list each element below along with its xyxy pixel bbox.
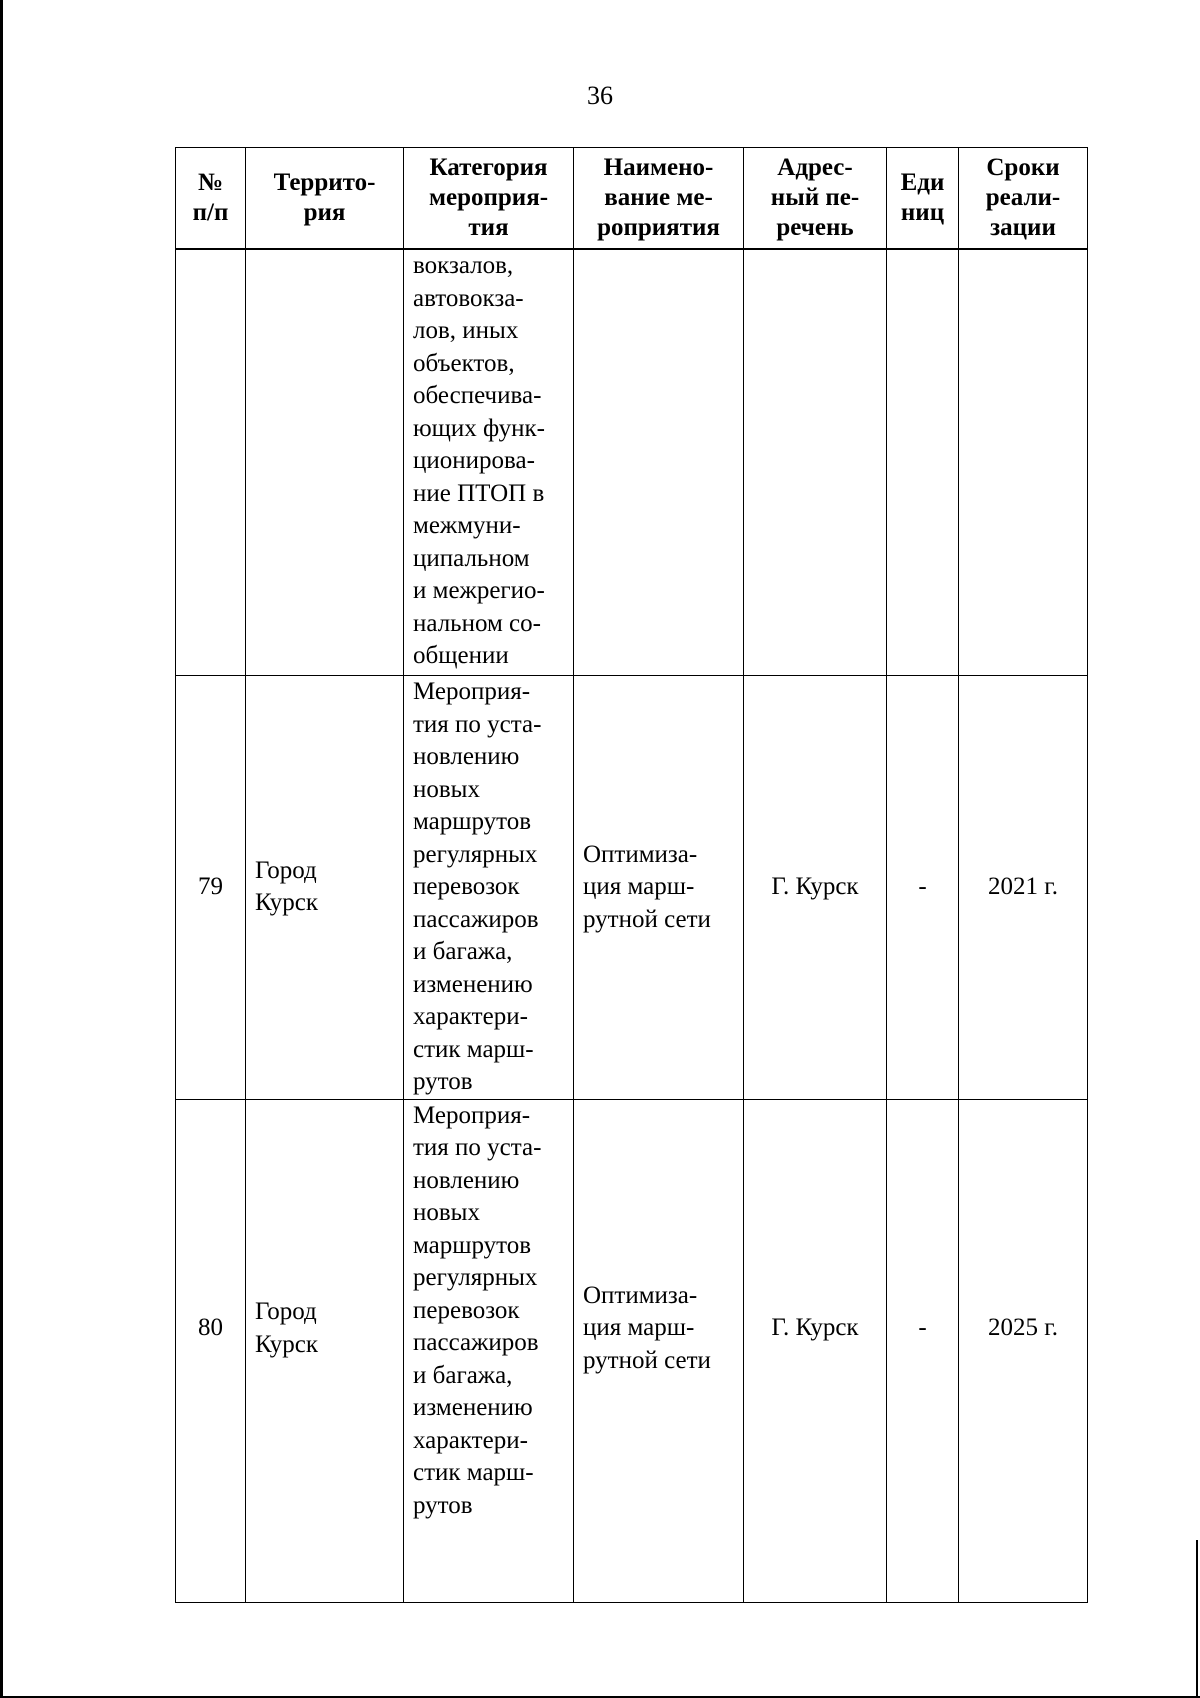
cell-category: вокзалов, автовокза- лов, иных объектов, обеспечива- ющих функ- ционирова- ние ПТОП в межмуни- ципальном и межрегио- нальном со- общении	[404, 249, 574, 676]
header-units: Еди ниц	[887, 148, 959, 250]
table-header-row	[176, 148, 1088, 250]
cell-measure-name	[574, 1099, 744, 1602]
table-row	[176, 676, 1088, 1100]
header-category: Категория мероприя- тия	[404, 148, 574, 250]
cell-address	[744, 249, 887, 676]
table-row	[176, 1099, 1088, 1602]
cell-deadline-text: 2025 г.	[988, 1314, 1058, 1342]
table-row-continuation	[176, 249, 1088, 676]
cell-number-text: 80	[198, 1314, 223, 1342]
scan-edge-right	[1196, 1540, 1198, 1698]
cell-deadline: 2021 г.	[959, 676, 1088, 1100]
cell-address	[744, 1099, 887, 1602]
cell-units-text: -	[918, 1314, 927, 1342]
cell-measure-name	[574, 249, 744, 676]
measures-table	[175, 147, 1088, 1603]
cell-measure-name: Оптимиза- ция марш- рутной сети	[574, 676, 744, 1100]
cell-deadline	[959, 1099, 1088, 1602]
scan-edge-left	[0, 0, 3, 1698]
cell-category: Мероприя- тия по уста- новлению новых маршрутов регулярных перевозок пассажиров и багажа, изменению характери- стик марш- рутов	[404, 676, 574, 1100]
header-measure-name: Наимено- вание ме- роприятия	[574, 148, 744, 250]
header-address-list: Адрес- ный пе- речень	[744, 148, 887, 250]
header-number: № п/п	[176, 148, 246, 250]
header-deadline: Сроки реали- зации	[959, 148, 1088, 250]
cell-units	[887, 1099, 959, 1602]
cell-category: Мероприя- тия по уста- новлению новых маршрутов регулярных перевозок пассажиров и багажа, изменению характери- стик марш- рутов	[404, 1099, 574, 1602]
cell-address-text: Г. Курск	[771, 1314, 859, 1342]
cell-territory-text: Город Курск	[255, 1298, 319, 1358]
cell-number	[176, 249, 246, 676]
cell-territory: Город Курск	[246, 676, 404, 1100]
cell-units: -	[887, 676, 959, 1100]
cell-territory	[246, 1099, 404, 1602]
cell-number: 79	[176, 676, 246, 1100]
cell-units	[887, 249, 959, 676]
page-number: 36	[587, 81, 613, 110]
header-territory: Террито- рия	[246, 148, 404, 250]
cell-territory	[246, 249, 404, 676]
cell-number	[176, 1099, 246, 1602]
cell-measure-name-text: Оптимиза- ция марш- рутной сети	[583, 1281, 711, 1374]
cell-deadline	[959, 249, 1088, 676]
cell-address: Г. Курск	[744, 676, 887, 1100]
